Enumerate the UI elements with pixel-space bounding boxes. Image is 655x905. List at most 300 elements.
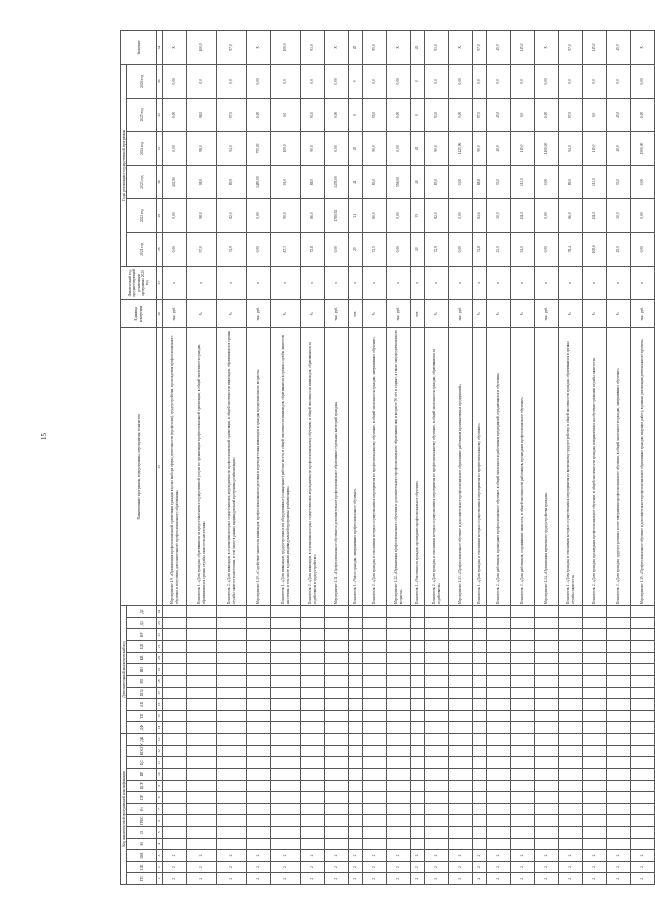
year-value-cell: 45,0 — [607, 98, 631, 132]
code-cell — [425, 838, 449, 850]
code-cell — [583, 687, 607, 699]
code-cell: 2 — [583, 850, 607, 862]
code-cell — [631, 815, 655, 827]
code-cell: 2 — [301, 850, 325, 862]
code-cell: 2 — [511, 850, 535, 862]
code-cell: 2 — [535, 850, 559, 862]
unit-cell: % — [187, 300, 217, 328]
year-value-cell: 0 — [349, 64, 363, 98]
code-cell — [583, 710, 607, 722]
code-cell — [271, 617, 301, 629]
code-cell — [217, 792, 247, 804]
code-cell — [559, 768, 583, 780]
final-value-cell: 45 — [349, 31, 363, 65]
year-value-cell: 0,0 — [363, 64, 387, 98]
header-index-cell: 5 — [157, 826, 163, 838]
code-cell — [559, 629, 583, 641]
year-value-cell: 72,9 — [425, 232, 449, 266]
code-cell — [411, 826, 425, 838]
code-cell — [349, 710, 363, 722]
unit-cell: % — [487, 300, 511, 328]
code-cell — [187, 664, 217, 676]
code-cell — [217, 617, 247, 629]
year-value-cell: 108,6 — [583, 232, 607, 266]
code-cell — [535, 733, 559, 745]
code-cell — [535, 757, 559, 769]
code-cell — [473, 710, 487, 722]
code-cell — [301, 757, 325, 769]
code-cell — [487, 687, 511, 699]
code-cell — [363, 757, 387, 769]
header-years-group: Годы реализации государственной программы — [121, 64, 127, 266]
code-cell — [271, 792, 301, 804]
code-cell — [425, 722, 449, 734]
code-cell — [511, 826, 535, 838]
header-year-column: 2024 год — [127, 132, 157, 166]
code-cell — [349, 652, 363, 664]
header-code-column: ПП — [127, 861, 157, 873]
code-cell — [387, 722, 411, 734]
code-cell — [187, 757, 217, 769]
code-cell — [487, 792, 511, 804]
code-cell: 2 — [325, 873, 349, 885]
code-cell — [487, 606, 511, 618]
code-cell — [607, 792, 631, 804]
base-year-cell: х — [473, 266, 487, 300]
year-value-cell: 0,0 — [271, 64, 301, 98]
code-cell — [163, 652, 187, 664]
code-cell — [631, 664, 655, 676]
base-year-cell: х — [247, 266, 271, 300]
code-cell — [425, 815, 449, 827]
code-cell — [425, 733, 449, 745]
year-value-cell: 93,0 — [301, 98, 325, 132]
code-cell — [163, 757, 187, 769]
code-cell — [301, 780, 325, 792]
unit-cell: тыс. руб. — [631, 300, 655, 328]
code-cell — [631, 733, 655, 745]
year-value-cell: 0,00 — [325, 132, 349, 166]
header-year-column: 2022 год — [127, 199, 157, 233]
header-year-column: 2021 год — [127, 232, 157, 266]
code-cell — [425, 629, 449, 641]
code-cell — [607, 745, 631, 757]
base-year-cell: х — [301, 266, 325, 300]
year-value-cell: 0,00 — [449, 64, 473, 98]
header-index-cell: 32 — [157, 98, 163, 132]
code-cell — [631, 687, 655, 699]
unit-cell: тыс. руб. — [449, 300, 473, 328]
code-cell — [325, 641, 349, 653]
code-cell — [535, 826, 559, 838]
code-cell — [387, 687, 411, 699]
code-cell — [271, 815, 301, 827]
table-row — [363, 31, 387, 885]
year-value-cell: 1478,00 — [325, 165, 349, 199]
code-cell — [387, 675, 411, 687]
code-cell — [449, 664, 473, 676]
code-cell — [349, 687, 363, 699]
code-cell: 2 — [473, 861, 487, 873]
code-cell — [535, 710, 559, 722]
code-cell — [411, 768, 425, 780]
code-cell: 2 — [607, 861, 631, 873]
code-cell — [425, 606, 449, 618]
base-year-cell: х — [349, 266, 363, 300]
year-value-cell: 0,00 — [247, 64, 271, 98]
year-value-cell: 0,00 — [631, 64, 655, 98]
code-cell — [583, 664, 607, 676]
table-header — [121, 31, 163, 885]
code-cell — [559, 606, 583, 618]
header-index-cell: 16 — [157, 699, 163, 711]
code-cell — [583, 699, 607, 711]
table-row — [217, 31, 247, 885]
final-value-cell: 45 — [411, 31, 425, 65]
code-cell — [411, 803, 425, 815]
year-value-cell: 0,00 — [535, 199, 559, 233]
code-cell — [247, 745, 271, 757]
code-cell — [449, 792, 473, 804]
code-cell — [511, 815, 535, 827]
year-value-cell: 35 — [411, 199, 425, 233]
year-value-cell: 0,0 — [301, 64, 325, 98]
code-cell — [425, 780, 449, 792]
header-code-column: КОСГУ — [127, 745, 157, 757]
code-cell — [411, 745, 425, 757]
code-cell — [487, 710, 511, 722]
header-index-cell: 11 — [157, 757, 163, 769]
code-cell — [349, 780, 363, 792]
code-cell — [559, 710, 583, 722]
code-cell — [449, 815, 473, 827]
year-value-cell: 558,00 — [387, 165, 411, 199]
header-code-column: РП — [127, 675, 157, 687]
code-cell — [247, 617, 271, 629]
code-cell — [631, 675, 655, 687]
year-value-cell: 0,0 — [487, 64, 511, 98]
code-cell — [583, 617, 607, 629]
code-cell — [217, 780, 247, 792]
header-index-cell: 17 — [157, 687, 163, 699]
code-cell — [271, 733, 301, 745]
code-cell — [411, 722, 425, 734]
final-value-cell: Х — [247, 31, 271, 65]
header-index-cell: 12 — [157, 745, 163, 757]
code-cell — [349, 606, 363, 618]
code-cell — [487, 780, 511, 792]
code-cell — [411, 617, 425, 629]
code-cell: 2 — [487, 850, 511, 862]
base-year-cell: х — [631, 266, 655, 300]
code-cell — [363, 826, 387, 838]
year-value-cell: 0,00 — [325, 98, 349, 132]
code-cell — [583, 768, 607, 780]
code-cell — [449, 710, 473, 722]
code-cell — [349, 792, 363, 804]
code-cell: 2 — [607, 873, 631, 885]
table-row — [583, 31, 607, 885]
code-cell — [449, 780, 473, 792]
code-cell — [247, 826, 271, 838]
unit-cell: % — [511, 300, 535, 328]
year-value-cell: 0,00 — [631, 165, 655, 199]
code-cell — [511, 780, 535, 792]
code-cell — [511, 617, 535, 629]
indicator-name: Мероприятие 1.10. «Содействие занятости инвалидов, профессиональная подготовка и переподготовка инвалидов и граждан предпенсионного возраста» — [247, 328, 271, 606]
code-cell — [363, 641, 387, 653]
year-value-cell: 111,0 — [583, 199, 607, 233]
code-cell — [559, 617, 583, 629]
code-cell: 2 — [535, 873, 559, 885]
code-cell — [271, 606, 301, 618]
code-cell — [325, 675, 349, 687]
code-cell — [631, 768, 655, 780]
code-cell — [559, 745, 583, 757]
code-cell: 2 — [411, 873, 425, 885]
code-cell — [271, 699, 301, 711]
code-cell — [187, 745, 217, 757]
unit-cell: тыс. руб. — [163, 300, 187, 328]
code-cell — [349, 664, 363, 676]
code-cell — [349, 815, 363, 827]
year-value-cell: 98,0 — [187, 132, 217, 166]
code-cell — [363, 606, 387, 618]
code-cell — [473, 792, 487, 804]
code-cell — [511, 803, 535, 815]
code-cell — [247, 768, 271, 780]
base-year-cell: х — [583, 266, 607, 300]
code-cell: 2 — [163, 861, 187, 873]
table-row — [631, 31, 655, 885]
year-value-cell: 0,00 — [387, 199, 411, 233]
code-cell — [411, 629, 425, 641]
code-cell — [411, 687, 425, 699]
code-cell — [631, 838, 655, 850]
code-cell — [583, 641, 607, 653]
code-cell — [363, 803, 387, 815]
code-cell — [271, 641, 301, 653]
code-cell — [387, 768, 411, 780]
code-cell — [217, 722, 247, 734]
code-cell — [325, 617, 349, 629]
code-cell — [163, 687, 187, 699]
code-cell — [349, 617, 363, 629]
code-cell — [511, 664, 535, 676]
indicator-name: Мероприятие 1.11. «Профессиональное обучение и дополнительное профессиональное образование отдельных категорий граждан» — [325, 328, 349, 606]
year-value-cell: 0,0 — [473, 64, 487, 98]
code-cell — [217, 826, 247, 838]
program-indicators-table — [120, 30, 655, 885]
year-value-cell: 87,3 — [271, 232, 301, 266]
code-cell — [425, 699, 449, 711]
header-index-cell: 10 — [157, 768, 163, 780]
header-index-cell: 6 — [157, 815, 163, 827]
code-cell — [363, 687, 387, 699]
code-cell — [349, 768, 363, 780]
code-cell — [473, 745, 487, 757]
code-cell — [187, 652, 217, 664]
code-cell — [583, 815, 607, 827]
final-value-cell: Х — [631, 31, 655, 65]
header-code-column: ВН — [127, 664, 157, 676]
code-cell — [449, 652, 473, 664]
code-cell — [559, 792, 583, 804]
code-cell — [535, 838, 559, 850]
code-cell — [511, 745, 535, 757]
code-cell — [511, 722, 535, 734]
code-cell — [425, 768, 449, 780]
final-value-cell: Х — [535, 31, 559, 65]
header-code-column: ЦС — [127, 757, 157, 769]
code-cell — [271, 722, 301, 734]
table-row — [349, 31, 363, 885]
code-cell — [511, 768, 535, 780]
header-index-cell: 8 — [157, 792, 163, 804]
code-cell — [247, 780, 271, 792]
base-year-cell: х — [411, 266, 425, 300]
year-value-cell: 90,0 — [425, 132, 449, 166]
code-cell — [583, 838, 607, 850]
code-cell — [607, 838, 631, 850]
code-cell: 2 — [325, 850, 349, 862]
code-cell — [535, 768, 559, 780]
year-value-cell: 1500,00 — [631, 132, 655, 166]
code-cell — [473, 629, 487, 641]
code-cell — [325, 780, 349, 792]
final-value-cell: 45,0 — [607, 31, 631, 65]
year-value-cell: 0,00 — [387, 132, 411, 166]
code-cell — [187, 699, 217, 711]
code-cell — [217, 675, 247, 687]
year-value-cell: 0,00 — [387, 98, 411, 132]
code-cell — [473, 617, 487, 629]
code-cell — [387, 745, 411, 757]
code-cell — [163, 617, 187, 629]
code-cell — [449, 803, 473, 815]
header-name-column: Наименование программы, подпрограммы, мероприятия, показателя — [121, 328, 157, 606]
year-value-cell: 97,0 — [217, 98, 247, 132]
code-cell — [163, 780, 187, 792]
code-cell — [325, 664, 349, 676]
table-row — [387, 31, 411, 885]
table-row — [247, 31, 271, 885]
code-cell: 2 — [363, 861, 387, 873]
year-value-cell: 0,00 — [247, 98, 271, 132]
year-value-cell: 82,0 — [217, 199, 247, 233]
code-cell — [271, 675, 301, 687]
code-cell — [449, 606, 473, 618]
code-cell — [449, 641, 473, 653]
code-cell: 2 — [387, 861, 411, 873]
code-cell — [473, 641, 487, 653]
year-value-cell: 90,0 — [363, 132, 387, 166]
code-cell — [217, 641, 247, 653]
code-cell — [271, 780, 301, 792]
code-cell — [387, 815, 411, 827]
base-year-cell: х — [271, 266, 301, 300]
indicator-name: Показатель 2. «Доля граждан, в отношении которых осуществлялись мероприятия по профессиональному обучению, в общей численности граждан, обратившихся за содействием» — [425, 328, 449, 606]
year-value-cell: 0,00 — [535, 64, 559, 98]
final-value-cell: Х — [325, 31, 349, 65]
year-value-cell: 23,0 — [487, 232, 511, 266]
code-cell — [247, 722, 271, 734]
code-cell — [487, 664, 511, 676]
code-cell: 2 — [271, 861, 301, 873]
code-cell — [325, 629, 349, 641]
code-cell — [511, 629, 535, 641]
indicator-name: Мероприятие 1.13. «Профессиональное обучение и дополнительное профессиональное образование работников промышленных предприятий» — [449, 328, 473, 606]
year-value-cell: 0,00 — [449, 98, 473, 132]
final-value-cell: 45,0 — [487, 31, 511, 65]
code-cell — [325, 815, 349, 827]
table-row — [187, 31, 217, 885]
code-cell: 2 — [363, 850, 387, 862]
code-cell: 2 — [271, 873, 301, 885]
code-cell — [425, 664, 449, 676]
code-cell: 2 — [473, 850, 487, 862]
code-cell — [363, 745, 387, 757]
code-cell: 2 — [247, 861, 271, 873]
final-value-cell: 115,0 — [583, 31, 607, 65]
code-cell — [449, 687, 473, 699]
year-value-cell: 40,0 — [607, 132, 631, 166]
code-cell — [473, 687, 487, 699]
indicator-name: Показатель 2. «Доля инвалидов, в отношении которых осуществлялись мероприятия по профессиональной ориентации, в общей численности инвалидов, обратившихся в органы службы занятости населения, в том числе в рамках индивидуальной программы реабилитации» — [217, 328, 247, 606]
code-cell: 2 — [559, 861, 583, 873]
code-cell: 2 — [425, 850, 449, 862]
code-cell — [473, 664, 487, 676]
header-group-classification: Код аналитической программной классификации — [121, 733, 127, 884]
code-cell — [473, 722, 487, 734]
code-cell — [411, 838, 425, 850]
code-cell — [607, 687, 631, 699]
code-cell — [247, 664, 271, 676]
code-cell — [473, 768, 487, 780]
final-value-cell: 100,0 — [271, 31, 301, 65]
code-cell — [301, 722, 325, 734]
header-code-column: ЦСР — [127, 780, 157, 792]
code-cell — [473, 675, 487, 687]
code-cell — [607, 617, 631, 629]
code-cell — [487, 733, 511, 745]
year-value-cell: 0,00 — [163, 199, 187, 233]
indicator-name: Показатель 3. «Доля граждан, трудоустроенных после завершения профессионального обучения, в общей численности граждан, завершивших обучение» — [607, 328, 631, 606]
header-index-cell: 29 — [157, 199, 163, 233]
unit-cell: чел. — [349, 300, 363, 328]
header-index-cell: 2 — [157, 861, 163, 873]
code-cell — [217, 745, 247, 757]
code-cell — [187, 629, 217, 641]
code-cell — [511, 710, 535, 722]
code-cell — [325, 722, 349, 734]
code-cell — [187, 641, 217, 653]
code-cell — [325, 652, 349, 664]
code-cell — [387, 617, 411, 629]
code-cell — [163, 803, 187, 815]
year-value-cell: 0,0 — [607, 64, 631, 98]
header-code-column: ТП — [127, 710, 157, 722]
header-index-cell: 1 — [157, 873, 163, 885]
year-value-cell: 115,0 — [583, 132, 607, 166]
code-cell — [387, 652, 411, 664]
code-cell — [607, 652, 631, 664]
year-value-cell: 0,00 — [163, 132, 187, 166]
year-value-cell: 45 — [411, 132, 425, 166]
year-value-cell: 0,0 — [271, 98, 301, 132]
code-cell — [511, 792, 535, 804]
code-cell — [163, 710, 187, 722]
